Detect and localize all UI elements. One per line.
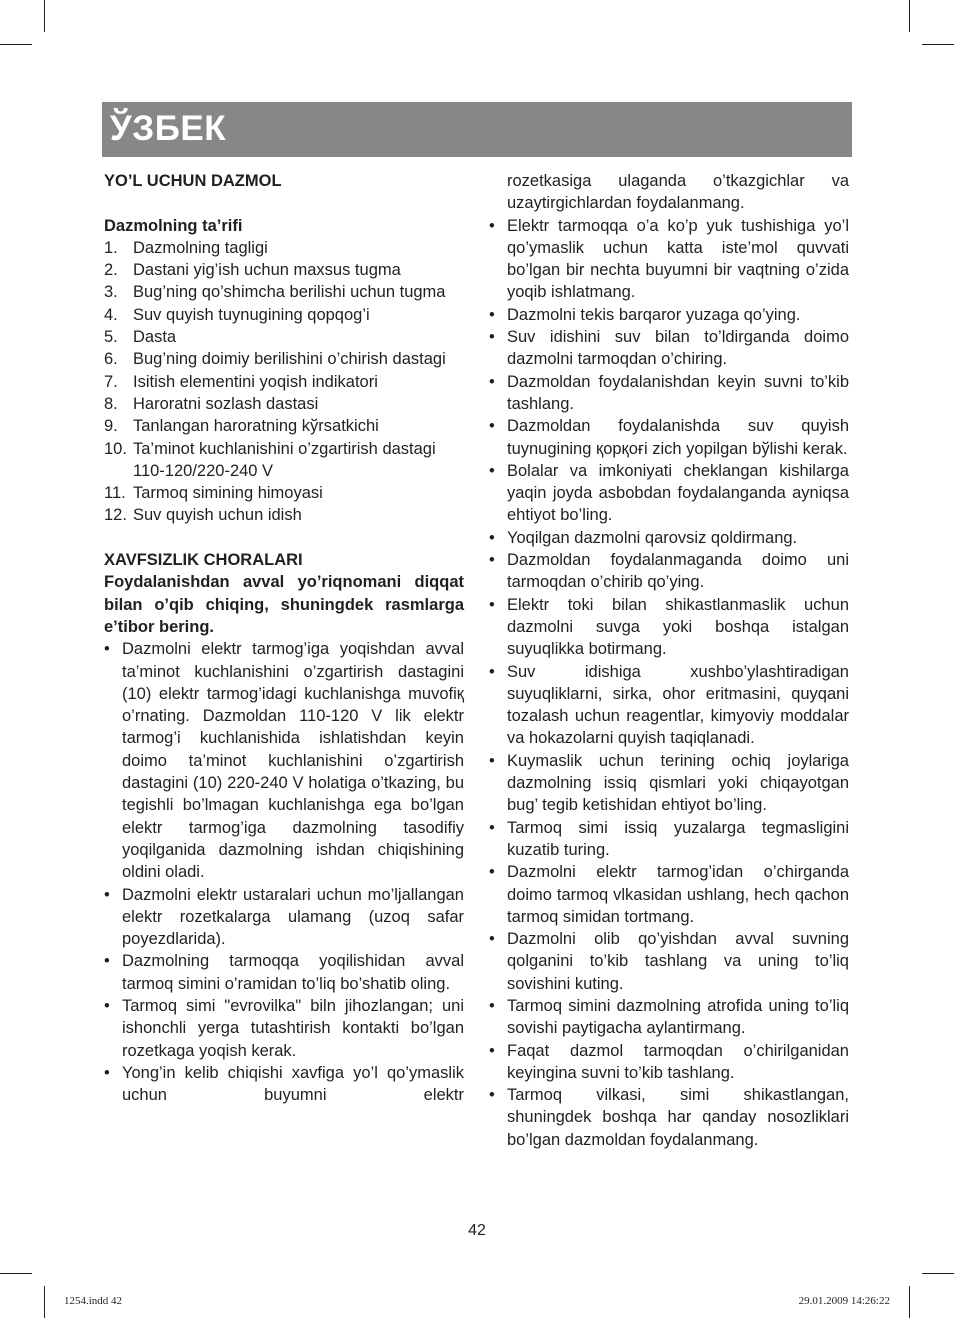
list-item: • Dazmolni elektr ustaralari uchun mo’ljallangan elektr rozetkalarga ulamang (uzoq safar poyezdlarida). xyxy=(104,885,464,949)
list-item: 2. Dastani yig’ish uchun maxsus tugma xyxy=(104,261,401,280)
list-item: • Yoqilgan dazmolni qarovsiz qoldirmang. xyxy=(489,528,798,547)
crop-mark xyxy=(909,0,910,32)
list-item: • Elektr tarmoqqa o’a ko’p yuk tushishiga yo’l qo’ymaslik uchun katta iste’mol quvvati bo’lgan bir nechta buyumni bir vaqtning o’zida yoqib ishlatmang. xyxy=(489,216,849,302)
list-item: 7. Isitish elementini yoqish indikatori xyxy=(104,372,378,391)
crop-mark xyxy=(0,1273,32,1274)
description-heading: Dazmolning ta’rifi xyxy=(104,216,243,235)
date-slug: 29.01.2009 14:26:22 xyxy=(798,1295,890,1307)
list-item: • Tarmoq vilkasi, simi shikastlangan, shuningdek boshqa har qanday nosozliklari bo’lgan dazmoldan foydalanmang. xyxy=(489,1086,849,1149)
list-item: 10. Ta’minot kuchlanishini o’zgartirish dastagi 110-120/220-240 V xyxy=(104,439,436,480)
file-slug: 1254.indd 42 xyxy=(64,1295,123,1307)
list-item: • Faqat dazmol tarmoqdan o’chirilganidan keyingina suvni to’kib tashlang. xyxy=(489,1041,849,1082)
crop-mark xyxy=(44,0,45,32)
crop-mark xyxy=(44,1286,45,1318)
crop-mark xyxy=(922,44,954,45)
list-item: • Dazmoldan foydalanishda suv quyish tuynugining қорқоғi zich yopilgan bўlishi kerak. xyxy=(489,417,849,458)
list-item: 5. Dasta xyxy=(104,328,177,347)
language-banner xyxy=(102,102,852,157)
list-item: 12. Suv quyish uchun idish xyxy=(104,506,302,525)
list-item: • Kuymaslik uchun terining ochiq joylariga dazmolning issiq qismlari yoki chiqayotgan bug’ tegib ketishidan ehtiyot bo’ling. xyxy=(489,751,849,815)
list-item: 6. Bug’ning doimiy berilishini o’chirish dastagi xyxy=(104,350,446,369)
crop-mark xyxy=(909,1286,910,1318)
crop-mark xyxy=(922,1273,954,1274)
continued-text: rozetkasiga ulaganda o’tkazgichlar va uzaytirgichlardan foydalanmang. xyxy=(507,172,849,213)
list-item: • Tarmoq simi issiq yuzalarga tegmasligini kuzatib turing. xyxy=(489,818,849,859)
list-item: 9. Tanlangan haroratning kўrsatkichi xyxy=(104,417,379,436)
list-item: 8. Haroratni sozlash dastasi xyxy=(104,394,319,413)
list-item: • Dazmolni olib qo’yishdan avval suvning qolganini to’kib tashlang va uning to’liq sovishini kuting. xyxy=(489,930,849,993)
page-number: 42 xyxy=(468,1222,486,1239)
list-item: • Bolalar va imkoniyati cheklangan kishilarga yaqin joyda asbobdan foydalanganda ayniqsa ehtiyot bo’ling. xyxy=(489,461,849,525)
list-item: • Dazmolning tarmoqqa yoqilishidan avval tarmoq simini o’ramidan to’liq bo’shatib oling. xyxy=(104,952,464,993)
list-item: • Yong’in kelib chiqishi xavfiga yo’l qo’ymaslik uchun buyumni elektr xyxy=(104,1063,464,1105)
banner-title: ЎЗБЕК xyxy=(110,109,227,148)
list-item: • Suv idishini suv bilan to’ldirganda doimo dazmolni tarmoqdan o’chiring. xyxy=(489,328,849,369)
list-item: • Dazmoldan foydalanmaganda doimo uni tarmoqdan o’chirib qo’ying. xyxy=(489,551,849,592)
safety-intro: Foydalanishdan avval yo’riqnomani diqqat bilan o’qib chiqing, shuningdek rasmlarga e’tibor bering. xyxy=(104,573,464,636)
safety-heading: XAVFSIZLIK CHORALARI xyxy=(104,551,303,570)
right-column xyxy=(489,170,849,1151)
list-item: • Dazmoldan foydalanishdan keyin suvni to’kib tashlang. xyxy=(489,372,849,413)
list-item: 11. Tarmoq simining himoyasi xyxy=(104,484,323,503)
left-column xyxy=(104,170,464,1106)
safety-list-right xyxy=(489,215,849,1151)
list-item: • Dazmolni elektr tarmog’iga yoqishdan avval ta’minot kuchlanishini o’zgartirish dastagini (10) elektr tarmog’idagi kuchlanishga muvofiқ o’rnating. Dazmoldan 110-120 V lik elektr tarmog’i kuchlanishida ishlatishdan keyin doimo ta’minot kuchlanishini o’zgartirish dastagini (10) 220-240 V holatiga o’tkazing, bu tegishli bo’lmagan kuchlanishga ega bo’lgan elektr tarmog’iga dazmolning tasodifiy yoqilganida dazmolning ishdan chiqishining oldini oladi. xyxy=(104,640,464,882)
list-item: • Tarmoq simini dazmolning atrofida uning to’liq sovishi paytigacha aylantirmang. xyxy=(489,996,849,1038)
section-heading: YO’L UCHUN DAZMOL xyxy=(104,172,282,190)
list-item: 1. Dazmolning tagligi xyxy=(104,238,268,257)
parts-list xyxy=(104,237,464,527)
list-item: 3. Bug’ning qo’shimcha berilishi uchun tugma xyxy=(104,283,446,302)
list-item: • Dazmolni elektr tarmog’idan o’chirganda doimo tarmoq vlkasidan ushlang, hech qachon tarmoq simidan tortmang. xyxy=(489,863,849,926)
list-item: 4. Suv quyish tuynugining qopqog’i xyxy=(104,305,370,324)
list-item: • Dazmolni tekis barqaror yuzaga qo’ying. xyxy=(489,305,801,324)
safety-list-left xyxy=(104,638,464,1106)
crop-mark xyxy=(0,44,32,45)
list-item: • Suv idishiga xushbo’ylashtiradigan suyuqliklarni, sirka, ohor eritmasini, quyqani tozalash uchun reagentlar, kimyoviy moddalar va hokazolarni quyish taqiqlanadi. xyxy=(489,662,849,748)
list-item: • Elektr toki bilan shikastlanmaslik uchun dazmolni suvga yoki boshqa istalgan suyuqlikka botirmang. xyxy=(489,595,849,659)
list-item: • Tarmoq simi "evrovilka" biln jihozlangan; uni ishonchli yerga tutashtirish kontakti bo’lgan rozetkaga yoqish kerak. xyxy=(104,996,464,1060)
